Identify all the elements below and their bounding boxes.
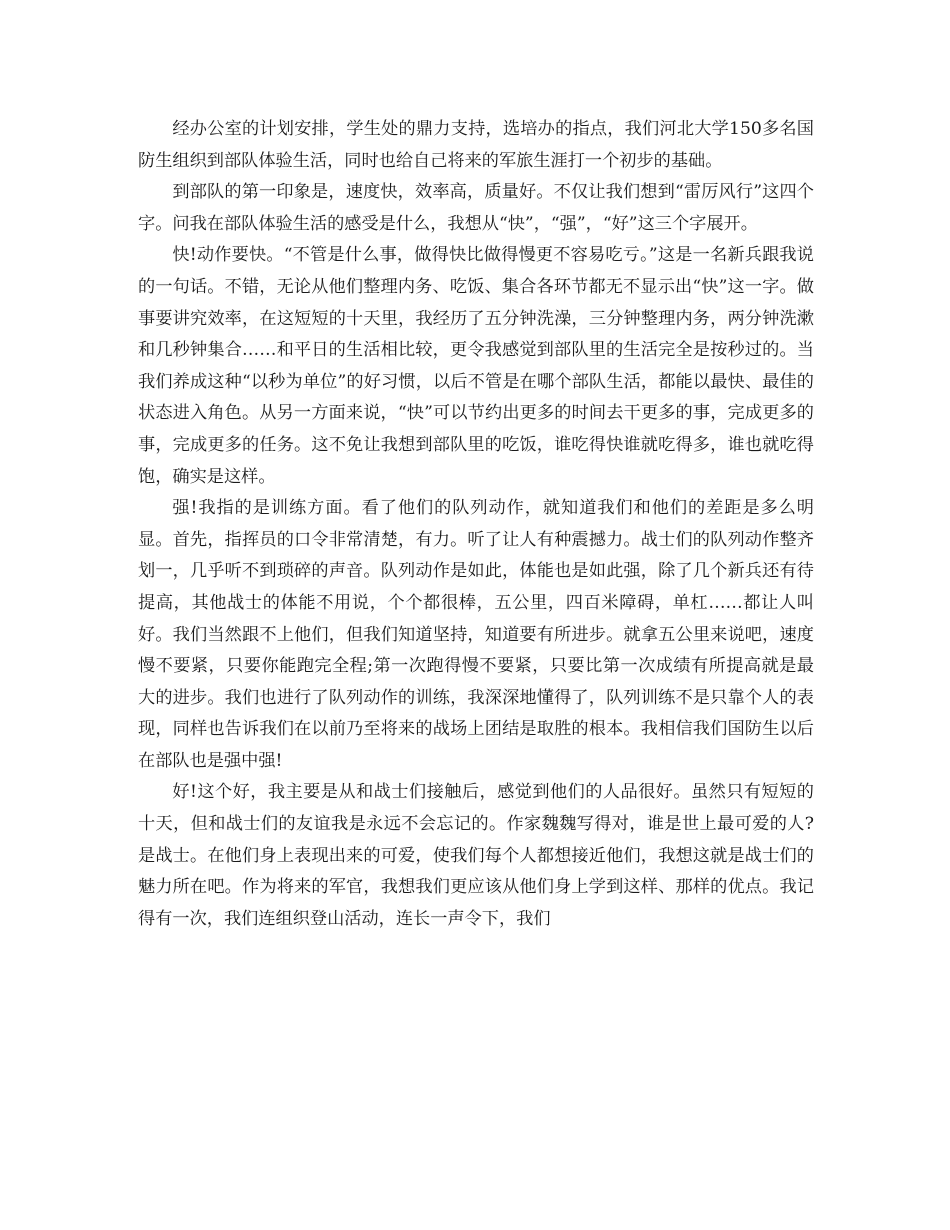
paragraph-intro: 经办公室的计划安排，学生处的鼎力支持，选培办的指点，我们河北大学150多名国防生组织到部队体验生活，同时也给自己将来的军旅生涯打一个初步的基础。	[138, 119, 814, 171]
paragraph-first-impression: 到部队的第一印象是，速度快，效率高，质量好。不仅让我们想到“雷厉风行”这四个字。问我在部队体验生活的感受是什么，我想从“快”，“强”，“好”这三个字展开。	[138, 182, 814, 234]
paragraph-strong: 强!我指的是训练方面。看了他们的队列动作，就知道我们和他们的差距是多么明显。首先，指挥员的口令非常清楚，有力。听了让人有种震撼力。战士们的队列动作整齐划一，几乎听不到琐碎的声音。队列动作是如此，体能也是如此强，除了几个新兵还有待提高，其他战士的体能不用说，个个都很棒，五公里，四百米障碍，单杠……都让人叫好。我们当然跟不上他们，但我们知道坚持，知道要有所进步。就拿五公里来说吧，速度慢不要紧，只要你能跑完全程;第一次跑得慢不要紧，只要比第一次成绩有所提高就是最大的进步。我们也进行了队列动作的训练，我深深地懂得了，队列训练不是只靠个人的表现，同样也告诉我们在以前乃至将来的战场上团结是取胜的根本。我相信我们国防生以后在部队也是强中强!	[138, 498, 814, 771]
paragraph-good: 好!这个好，我主要是从和战士们接触后，感觉到他们的人品很好。虽然只有短短的十天，但和战士们的友谊我是永远不会忘记的。作家魏魏写得对，谁是世上最可爱的人?是战士。在他们身上表现出来的可爱，使我们每个人都想接近他们，我想这就是战士们的魅力所在吧。作为将来的军官，我想我们更应该从他们身上学到这样、那样的优点。我记得有一次，我们连组织登山活动，连长一声令下，我们	[138, 782, 814, 929]
paragraph-fast: 快!动作要快。“不管是什么事，做得快比做得慢更不容易吃亏。”这是一名新兵跟我说的一句话。不错，无论从他们整理内务、吃饭、集合各环节都无不显示出“快”这一字。做事要讲究效率，在这短短的十天里，我经历了五分钟洗澡，三分钟整理内务，两分钟洗漱和几秒钟集合……和平日的生活相比较，更令我感觉到部队里的生活完全是按秒过的。当我们养成这种“以秒为单位”的好习惯，以后不管是在哪个部队生活，都能以最快、最佳的状态进入角色。从另一方面来说，“快”可以节约出更多的时间去干更多的事，完成更多的事，完成更多的任务。这不免让我想到部队里的吃饭，谁吃得快谁就吃得多，谁也就吃得饱，确实是这样。	[138, 245, 814, 487]
document-body	[138, 114, 814, 935]
